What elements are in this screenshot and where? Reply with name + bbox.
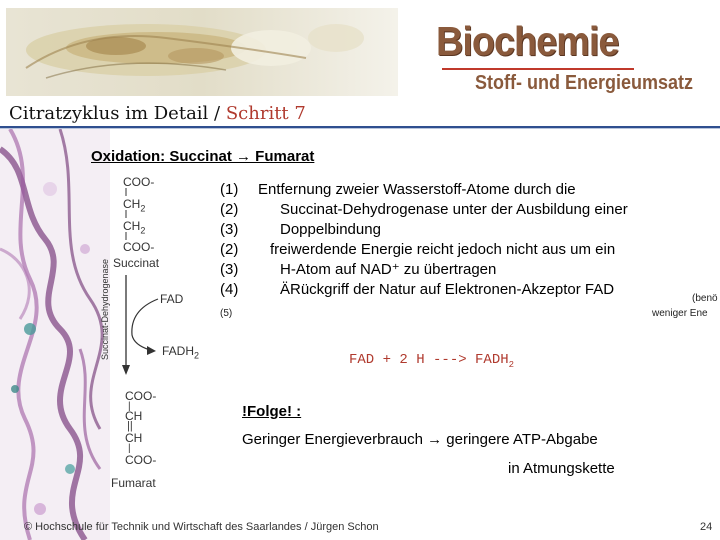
fumarate-double-bond: || (127, 420, 133, 432)
consequence-text-2: in Atmungskette (508, 460, 615, 477)
side-note-1: (benö (692, 293, 718, 304)
fumarate-label: Fumarat (111, 476, 156, 490)
page-title-main: Citratzyklus im Detail / (9, 103, 226, 124)
side-note-2: weniger Ene (652, 308, 708, 319)
page-number: 24 (700, 521, 713, 533)
cell-illustration-image (6, 8, 398, 96)
fumarate-ch-2: CH (125, 431, 143, 445)
step-note-5: (5) (220, 308, 233, 319)
header-banner (0, 0, 720, 100)
brand-subtitle: Stoff- und Energieumsatz (475, 72, 694, 94)
step-item: (3) Doppelbindung (220, 221, 381, 238)
succinate-ch2-1: $CH_2$ (123, 197, 146, 214)
enzyme-label: Succinat-Dehydrogenase (100, 258, 110, 360)
succinate-coo-bottom: COO- (123, 240, 155, 254)
fad-equation: FAD + 2 H ---> $FADH_2$ (349, 352, 515, 370)
step-item: (2) freiwerdende Energie reicht jedoch nicht aus um ein (220, 241, 616, 258)
page-title (9, 103, 306, 124)
footer-copyright: © Hochschule für Technik und Wirtschaft des Saarlandes / Jürgen Schon (24, 521, 379, 533)
page-title-step: Schritt 7 (225, 103, 306, 124)
fumarate-coo-bottom: COO- (125, 453, 157, 467)
micrograph-image (0, 129, 110, 540)
succinate-coo-top: COO- (123, 175, 155, 189)
succinate-label: Succinat (113, 256, 160, 270)
consequence-heading: !Folge! : (242, 403, 302, 420)
fumarate-coo-top: COO- (125, 389, 157, 403)
brand-underline (442, 68, 634, 70)
fumarate-bond-1: | (128, 401, 131, 412)
fadh2-label: $FADH_2$ (162, 344, 200, 361)
fumarate-bond-2: | (128, 443, 131, 454)
step-item: (2) Succinat-Dehydrogenase unter der Ausbildung einer (220, 201, 628, 218)
step-item: (1) Entfernung zweier Wasserstoff-Atome durch die (220, 181, 576, 198)
fumarate-ch-1: CH (125, 409, 143, 423)
brand-title: Biochemie (436, 18, 619, 64)
step-list (220, 180, 628, 300)
fad-label: FAD (160, 292, 184, 306)
step-item: (3) H-Atom auf NAD⁺ zu übertragen (220, 261, 497, 278)
step-item: (4) ÄRückgriff der Natur auf Elektronen-Akzeptor FAD (220, 281, 615, 298)
section-subtitle: Oxidation: Succinat → Fumarat (91, 148, 315, 165)
succinate-ch2-2: $CH_2$ (123, 219, 146, 236)
consequence-text: Geringer Energieverbrauch → geringere ATP-Abgabe (242, 431, 598, 448)
